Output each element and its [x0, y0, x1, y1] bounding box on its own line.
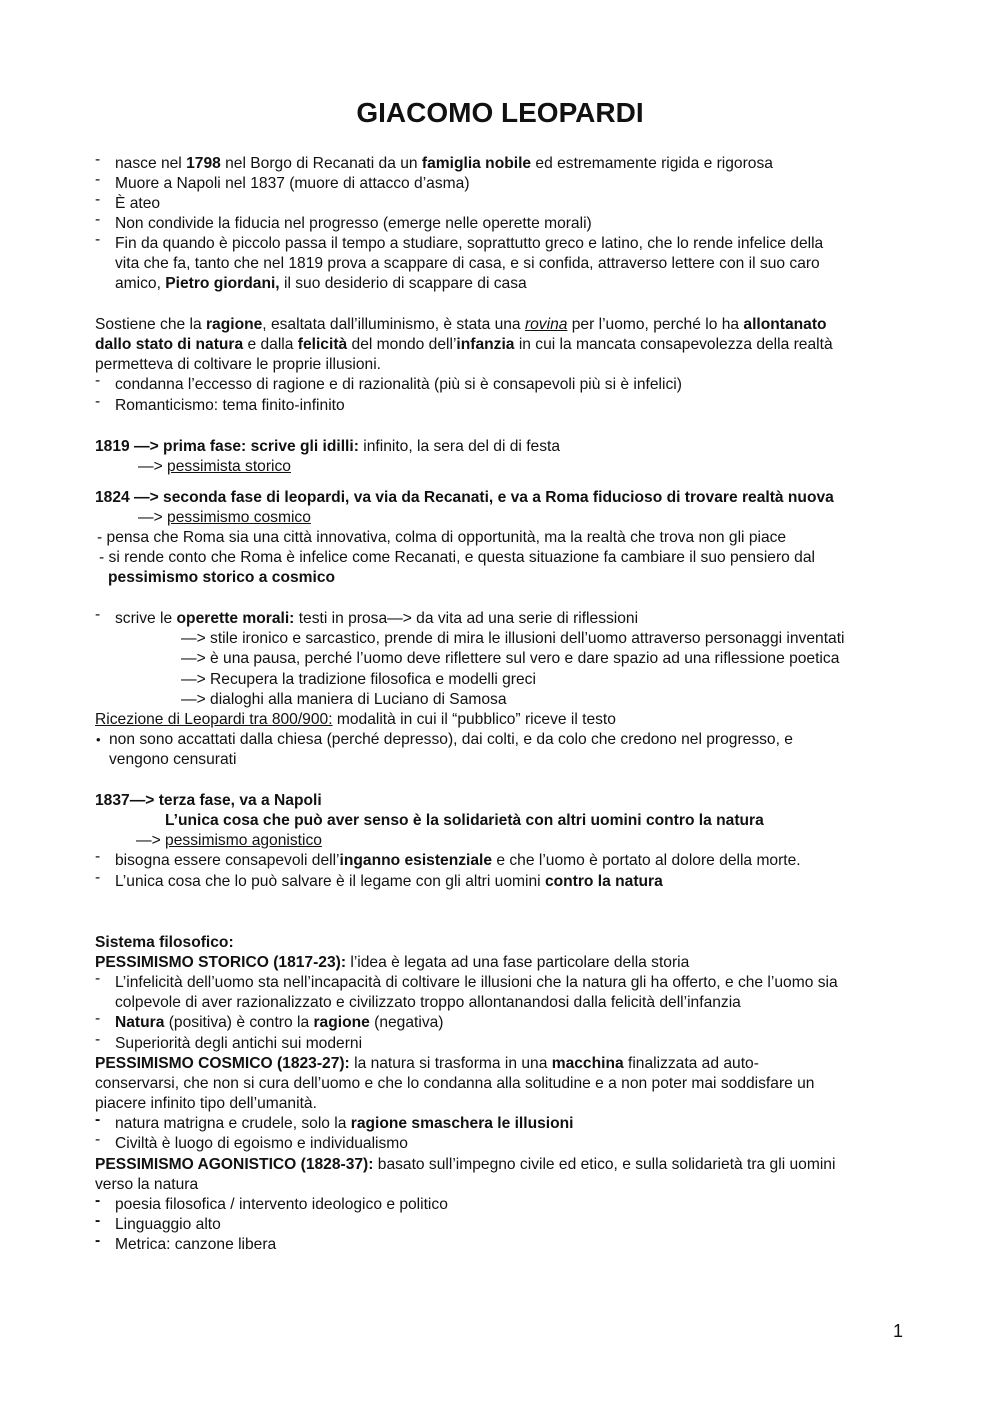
sistema-heading: Sistema filosofico:: [95, 934, 234, 951]
fase3-bullet-inganno: bisogna essere consapevoli dell’inganno esistenziale e che l’uomo è portato al dolore della morte.: [115, 852, 801, 869]
fase3-heading: 1837—> terza fase, va a Napoli: [95, 792, 322, 809]
agonistico-bullet-2: Linguaggio alto: [115, 1216, 221, 1233]
cosmico-line-3: piacere infinito tipo dell’umanità.: [95, 1095, 317, 1112]
storico-bullet-3: Superiorità degli antichi sui moderni: [115, 1035, 363, 1052]
dash-bullet: -: [95, 211, 101, 228]
dash-bullet: -: [95, 1212, 101, 1229]
fase1-pessimism: —> pessimista storico: [138, 458, 291, 475]
ricezione-line: Ricezione di Leopardi tra 800/900: modalità in cui il “pubblico” riceve il testo: [95, 711, 616, 728]
cosmico-heading: PESSIMISMO COSMICO (1823-27): la natura si trasforma in una macchina finalizzata ad auto-: [95, 1055, 759, 1072]
dash-bullet: -: [95, 1232, 101, 1249]
storico-bullet-1-cont: colpevole di aver razionalizzato e civilizzato troppo allontanandosi dalla felicità dell’infanzia: [115, 994, 741, 1011]
intro-line-death: Muore a Napoli nel 1837 (muore di attacco d’asma): [115, 175, 470, 192]
fase3-bullet-legame: L’unica cosa che lo può salvare è il legame con gli altri uomini contro la natura: [115, 873, 663, 890]
intro-line-giordani: amico, Pietro giordani, il suo desiderio di scappare di casa: [115, 275, 527, 292]
agonistico-heading: PESSIMISMO AGONISTICO (1828-37): basato sull’impegno civile ed etico, e sulla solidarietà tra gli uomini: [95, 1156, 836, 1173]
operette-point-4: —> dialoghi alla maniera di Luciano di Samosa: [181, 691, 507, 708]
fase3-pessimism: —> pessimismo agonistico: [136, 832, 322, 849]
storico-heading: PESSIMISMO STORICO (1817-23): l’idea è legata ad una fase particolare della storia: [95, 954, 690, 971]
ricezione-bullet-cont: vengono censurati: [109, 751, 237, 768]
intro-line-atheist: È ateo: [115, 195, 161, 212]
operette-point-1: —> stile ironico e sarcastico, prende di mira le illusioni dell’uomo attraverso personaggi inventati: [181, 630, 845, 647]
dash-bullet: -: [95, 1010, 101, 1027]
fase3-solidarieta: L’unica cosa che può aver senso è la solidarietà con altri uomini contro la natura: [165, 812, 764, 829]
dash-bullet: -: [95, 970, 101, 987]
intro-line-progress: Non condivide la fiducia nel progresso (emerge nelle operette morali): [115, 215, 592, 232]
fase1-heading: 1819 —> prima fase: scrive gli idilli: infinito, la sera del di di festa: [95, 438, 561, 455]
dash-bullet: -: [95, 372, 101, 389]
ragione-bullet-romanticismo: Romanticismo: tema finito-infinito: [115, 397, 345, 414]
ragione-line-1: Sostiene che la ragione, esaltata dall’illuminismo, è stata una rovina per l’uomo, perché lo ha allontanato: [95, 316, 827, 333]
storico-bullet-1: L’infelicità dell’uomo sta nell’incapacità di coltivare le illusioni che la natura gli ha offerto, e che l’uomo sia: [115, 974, 838, 991]
operette-point-2: —> è una pausa, perché l’uomo deve riflettere sul vero e dare spazio ad una riflessione poetica: [181, 650, 840, 667]
dash-bullet: -: [95, 231, 101, 248]
intro-line-childhood: Fin da quando è piccolo passa il tempo a studiare, soprattutto greco e latino, che lo rende infelice della: [115, 235, 824, 252]
dash-bullet: -: [95, 1031, 101, 1048]
dash-bullet: -: [95, 1111, 101, 1128]
dash-bullet: -: [95, 869, 101, 886]
agonistico-bullet-1: poesia filosofica / intervento ideologico e politico: [115, 1196, 448, 1213]
storico-bullet-2: Natura (positiva) è contro la ragione (negativa): [115, 1014, 444, 1031]
dash-bullet: -: [95, 151, 101, 168]
agonistico-line-2: verso la natura: [95, 1176, 199, 1193]
cosmico-bullet-1: natura matrigna e crudele, solo la ragione smaschera le illusioni: [115, 1115, 574, 1132]
ragione-bullet-eccesso: condanna l’eccesso di ragione e di razionalità (più si è consapevoli più si è infelici): [115, 376, 682, 393]
dash-bullet: -: [95, 1192, 101, 1209]
ragione-line-3: permetteva di coltivare le proprie illusioni.: [95, 356, 382, 373]
fase2-storico-cosmico: pessimismo storico a cosmico: [108, 569, 336, 586]
dash-bullet: -: [95, 171, 101, 188]
fase2-roma-innovativa: - pensa che Roma sia una città innovativa, colma di opportunità, ma la realtà che trova non gli piace: [97, 529, 787, 546]
cosmico-bullet-2: Civiltà è luogo di egoismo e individualismo: [115, 1135, 408, 1152]
dash-bullet: -: [95, 393, 101, 410]
fase2-roma-infelice: - si rende conto che Roma è infelice come Recanati, e questa situazione fa cambiare il suo pensiero dal: [99, 549, 815, 566]
agonistico-bullet-3: Metrica: canzone libera: [115, 1236, 277, 1253]
ragione-line-2: dallo stato di natura e dalla felicità del mondo dell’infanzia in cui la mancata consapevolezza della realtà: [95, 336, 833, 353]
ricezione-bullet: non sono accattati dalla chiesa (perché depresso), dai colti, e da colo che credono nel progresso, e: [109, 731, 793, 748]
intro-line-childhood-cont: vita che fa, tanto che nel 1819 prova a scappare di casa, e si confida, attraverso lettere con il suo caro: [115, 255, 820, 272]
dash-bullet: -: [95, 848, 101, 865]
dot-bullet: •: [96, 732, 101, 747]
operette-point-3: —> Recupera la tradizione filosofica e modelli greci: [181, 671, 536, 688]
dash-bullet: -: [95, 191, 101, 208]
intro-line-birth: nasce nel 1798 nel Borgo di Recanati da un famiglia nobile ed estremamente rigida e rigorosa: [115, 155, 773, 172]
page-number: 1: [893, 1321, 904, 1341]
fase2-heading: 1824 —> seconda fase di leopardi, va via da Recanati, e va a Roma fiducioso di trovare realtà nuova: [95, 489, 834, 506]
operette-heading: scrive le operette morali: testi in prosa—> da vita ad una serie di riflessioni: [115, 610, 639, 627]
fase2-pessimism: —> pessimismo cosmico: [138, 509, 311, 526]
dash-bullet: -: [95, 1131, 101, 1148]
cosmico-line-2: conservarsi, che non si cura dell’uomo e che lo condanna alla solitudine e a non poter mai soddisfare un: [95, 1075, 815, 1092]
page-title: GIACOMO LEOPARDI: [356, 97, 644, 128]
dash-bullet: -: [95, 606, 101, 623]
